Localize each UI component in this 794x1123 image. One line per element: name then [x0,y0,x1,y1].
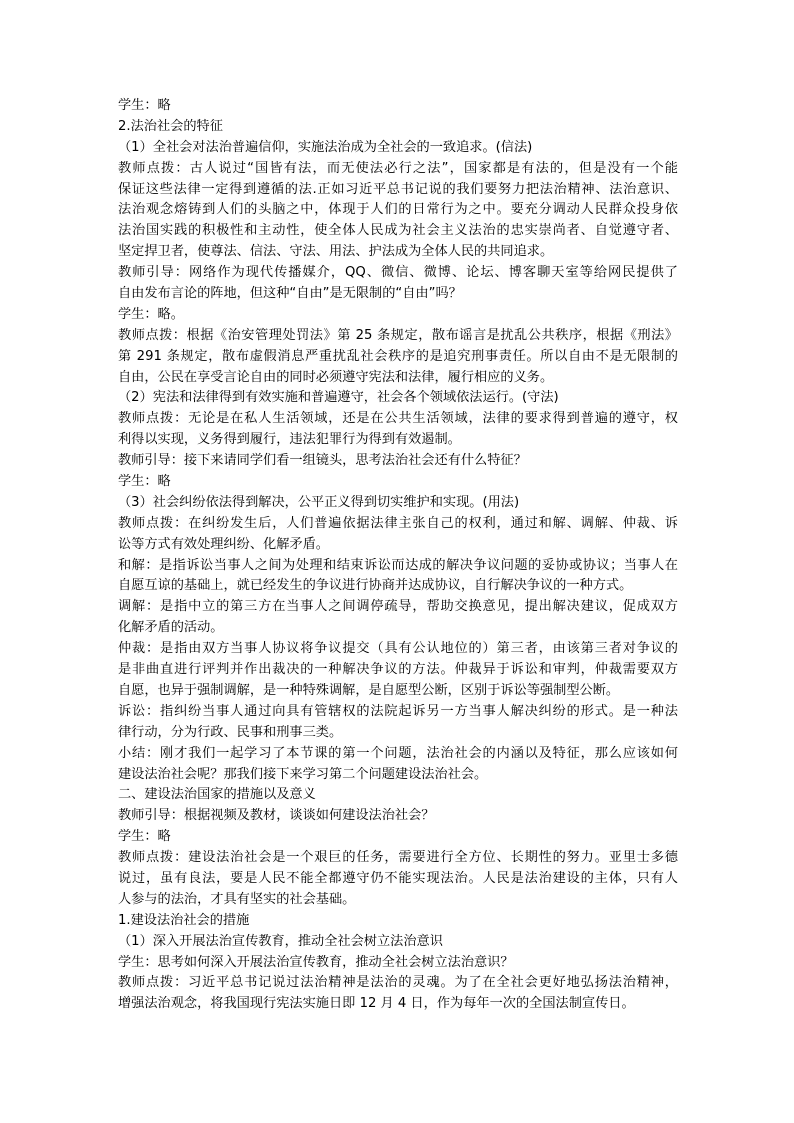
text-line: 仲裁：是指由双方当事人协议将争议提交（具有公认地位的）第三者，由该第三者对争议的 [118,641,678,657]
text-line: 第 291 条规定，散布虚假消息严重扰乱社会秩序的是追究刑事责任。所以自由不是无限制的 [118,348,678,364]
text-line: 教师引导：网络作为现代传播媒介，QQ、微信、微博、论坛、博客聊天室等给网民提供了 [118,265,678,281]
text-line: 法治观念熔铸到人们的头脑之中，体现于人们的日常行为之中。要充分调动人民群众投身依 [118,202,678,218]
text-line: 小结：刚才我们一起学习了本节课的第一个问题，法治社会的内涵以及特征，那么应该如何 [118,745,678,761]
text-line: 教师引导：接下来请同学们看一组镜头，思考法治社会还有什么特征？ [118,453,527,469]
text-line: 律行动，分为行政、民事和刑事三类。 [118,724,343,740]
text-line: 增强法治观念，将我国现行宪法实施日即 12 月 4 日，作为每年一次的全国法制宣传日。 [118,996,635,1012]
text-line: 自由发布言论的阵地，但这种“自由”是无限制的“自由”吗？ [118,286,462,302]
text-line: 自愿互谅的基础上，就已经发生的争议进行协商并达成协议，自行解决争议的一种方式。 [118,578,633,594]
text-line: 诉讼：指纠纷当事人通过向具有管辖权的法院起诉另一方当事人解决纠纷的形式。是一种法 [118,703,678,719]
text-line: 保证这些法律一定得到遵循的法.正如习近平总书记说的我们要努力把法治精神、法治意识、 [118,181,678,197]
text-line: 2.法治社会的特征 [118,118,223,134]
text-line: 教师点拨：在纠纷发生后，人们普遍依据法律主张自己的权利，通过和解、调解、仲裁、诉 [118,515,678,531]
text-line: 教师点拨：古人说过“国皆有法，而无使法必行之法”，国家都是有法的，但是没有一个能 [118,160,678,176]
text-line: （2）宪法和法律得到有效实施和普遍遵守，社会各个领域依法运行。(守法) [118,390,559,406]
document-body [118,96,678,1015]
text-line: 教师点拨：习近平总书记说过法治精神是法治的灵魂。为了在全社会更好地弘扬法治精神， [118,975,678,991]
text-line: 学生：略 [118,829,171,845]
text-line: 和解：是指诉讼当事人之间为处理和结束诉讼而达成的解决争议问题的妥协或协议；当事人在 [118,557,678,573]
text-line: 法治国实践的积极性和主动性，使全体人民成为社会主义法治的忠实崇尚者、自觉遵守者、 [118,223,678,239]
text-line: 自由，公民在享受言论自由的同时必须遵守宪法和法律，履行相应的义务。 [118,369,554,385]
text-line: 自愿，也异于强制调解，是一种特殊调解，是自愿型公断，区别于诉讼等强制型公断。 [118,682,620,698]
text-line: 二、建设法治国家的措施以及意义 [118,787,316,803]
text-line: 学生：略 [118,98,171,113]
text-line: 讼等方式有效处理纠纷、化解矛盾。 [118,536,329,552]
text-line: 教师点拨：无论是在私人生活领域，还是在公共生活领域，法律的要求得到普遍的遵守，权 [118,411,678,427]
text-line: 调解：是指中立的第三方在当事人之间调停疏导，帮助交换意见，提出解决建议，促成双方 [118,599,678,615]
text-line: 是非曲直进行评判并作出裁决的一种解决争议的方法。仲裁异于诉讼和审判，仲裁需要双方 [118,662,678,678]
text-line: 坚定捍卫者，使尊法、信法、守法、用法、护法成为全体人民的共同追求。 [118,244,554,260]
text-line: 学生：略。 [118,306,184,322]
text-line: 学生：略 [118,474,171,490]
text-line: 利得以实现，义务得到履行，违法犯罪行为得到有效遏制。 [118,432,461,448]
text-line: 化解矛盾的活动。 [118,620,224,636]
text-line: 教师引导：根据视频及教材，谈谈如何建设法治社会？ [118,808,435,824]
text-line: 人参与的法治，才具有坚实的社会基础。 [118,891,356,907]
text-line: （1）全社会对法治普遍信仰，实施法治成为全社会的一致追求。(信法) [118,139,533,155]
text-line: 教师点拨：根据《治安管理处罚法》第 25 条规定，散布谣言是扰乱公共秩序，根据《刑法》 [118,327,678,343]
text-line: （3）社会纠纷依法得到解决，公平正义得到切实维护和实现。(用法) [118,494,520,510]
text-line: 建设法治社会呢？那我们接下来学习第二个问题建设法治社会。 [118,766,488,782]
text-line: （1）深入开展法治宣传教育，推动全社会树立法治意识 [118,933,443,949]
text-line: 1.建设法治社会的措施 [118,912,250,928]
text-line: 教师点拨：建设法治社会是一个艰巨的任务，需要进行全方位、长期性的努力。亚里士多德 [118,850,678,866]
text-line: 说过，虽有良法，要是人民不能全都遵守仍不能实现法治。人民是法治建设的主体，只有人 [118,870,678,886]
text-line: 学生：思考如何深入开展法治宣传教育，推动全社会树立法治意识？ [118,954,514,970]
